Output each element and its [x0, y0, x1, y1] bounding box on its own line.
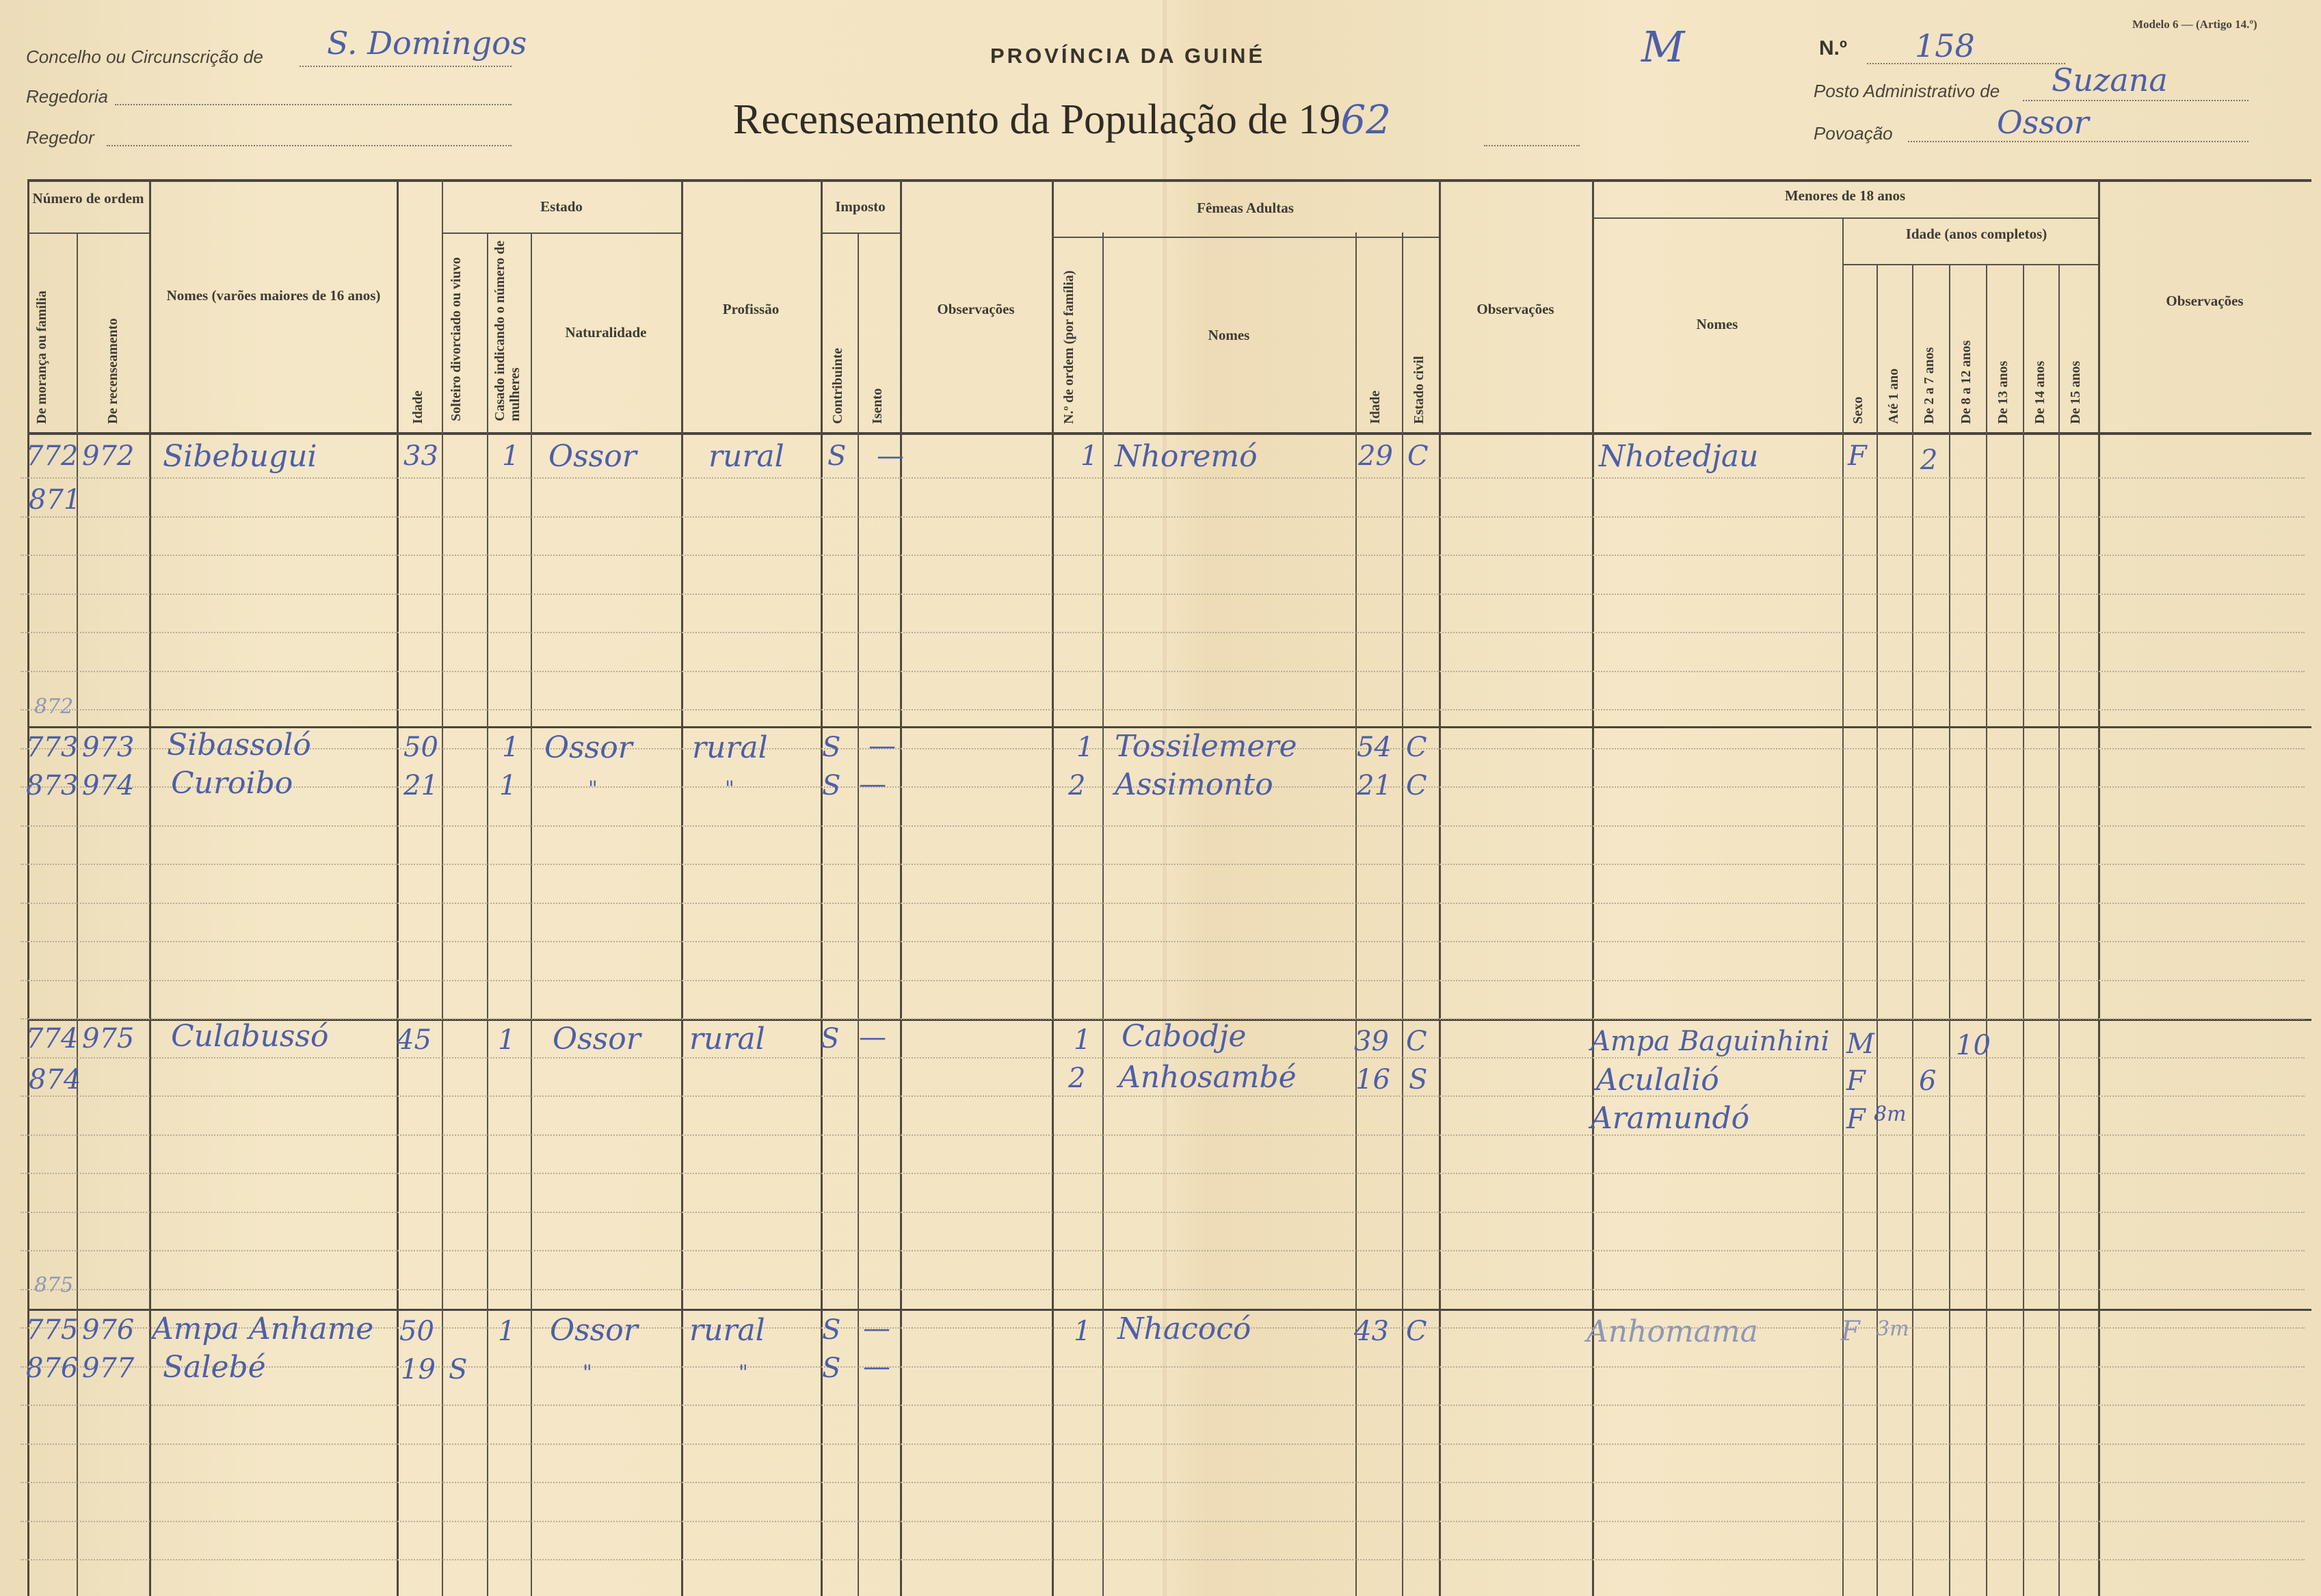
minor-sex: M: [1846, 1028, 1874, 1060]
female-order: 1: [1076, 732, 1094, 763]
concelho-value: S. Domingos: [327, 25, 527, 62]
hdr-ate-1: Até 1 ano: [1886, 368, 1901, 424]
povoacao-line: [1908, 141, 2249, 142]
census-year: 62: [1340, 96, 1392, 143]
row-rule: [21, 1173, 2305, 1174]
female-civil-status: C: [1406, 1316, 1427, 1347]
isento: —: [863, 1351, 890, 1383]
col-line: [397, 179, 399, 1596]
census-title: [733, 96, 1391, 144]
model-reference: Modelo 6 — (Artigo 14.º): [2132, 18, 2257, 31]
hdr-observacoes: Observações: [937, 301, 1015, 317]
female-civil-status: C: [1406, 770, 1427, 801]
birthplace: Ossor: [550, 1313, 638, 1348]
married-count: 1: [502, 732, 520, 763]
minor-age-ate-1: 3m: [1876, 1317, 1909, 1341]
hdr-de-8-12: De 8 a 12 anos: [1959, 340, 1974, 424]
row-rule: [21, 941, 2305, 942]
col-line: [2098, 179, 2100, 1596]
recens-number: 975: [82, 1023, 135, 1054]
col-line: [2058, 265, 2060, 1596]
col-line: [1052, 179, 1054, 1596]
hdr-numero-ordem: Número de ordem: [32, 190, 144, 207]
hdr-nomes-varoes: Nomes (varões maiores de 16 anos): [166, 287, 381, 304]
female-civil-status: C: [1406, 1026, 1427, 1057]
regedoria-line: [115, 104, 512, 105]
minor-name: Aculalió: [1596, 1063, 1719, 1098]
birthplace: Ossor: [548, 439, 637, 474]
col-line: [900, 179, 902, 1596]
minor-age-8-12: 10: [1956, 1030, 1991, 1061]
female-age: 21: [1357, 770, 1392, 801]
hdr-estado: Estado: [540, 198, 583, 215]
minor-name: Anhomama: [1587, 1314, 1758, 1349]
minor-name: Ampa Baguinhini: [1591, 1026, 1830, 1057]
hdr-observacoes-menores: Observações: [2166, 293, 2244, 309]
moranca-number: 773: [26, 732, 79, 763]
col-line: [1439, 179, 1441, 1596]
hdr-de-14: De 14 anos: [2032, 360, 2047, 424]
hdr-nomes-femeas: Nomes: [1208, 327, 1250, 343]
hdr-nomes-menores: Nomes: [1696, 316, 1738, 332]
regedor-label: Regedor: [26, 127, 94, 148]
col-line: [487, 232, 488, 1596]
moranca-number: 775: [26, 1314, 79, 1346]
province-title: PROVÍNCIA DA GUINÉ: [990, 44, 1266, 68]
hdr-de-15: De 15 anos: [2068, 360, 2083, 424]
female-order: 2: [1068, 770, 1086, 801]
hdr-sub-line: [1052, 237, 1439, 238]
row-rule: [21, 1250, 2305, 1251]
female-order: 1: [1074, 1316, 1091, 1347]
birthplace-ditto: ": [583, 1361, 592, 1385]
row-rule: [21, 980, 2305, 981]
single-status: S: [449, 1354, 468, 1385]
minor-sex: F: [1846, 1104, 1866, 1135]
contribuinte: S: [822, 770, 841, 801]
hdr-idade-femeas: Idade: [1368, 390, 1383, 424]
moranca-number: 774: [26, 1023, 79, 1054]
hdr-de-recenseamento: De recenseamento: [105, 318, 120, 424]
isento: —: [859, 1022, 886, 1053]
col-line: [531, 232, 532, 1596]
female-order: 2: [1068, 1063, 1086, 1094]
row-rule: [21, 1482, 2305, 1483]
row-rule: [21, 1366, 2305, 1368]
male-name: Sibebugui: [163, 439, 317, 474]
posto-line: [2023, 100, 2249, 101]
birthplace: Ossor: [553, 1022, 641, 1056]
profession: rural: [692, 730, 768, 765]
minor-age-2-7: 6: [1919, 1065, 1937, 1097]
table-top-border: [27, 179, 2311, 182]
col-line: [1592, 179, 1594, 1596]
posto-value: Suzana: [2052, 62, 2168, 98]
hdr-solteiro: Solteiro divorciado ou viuvo: [449, 257, 464, 421]
hdr-sub-line: [1842, 264, 2098, 265]
col-line: [1986, 265, 1987, 1596]
povoacao-label: Povoação: [1814, 123, 1893, 144]
birthplace-ditto: ": [588, 777, 598, 801]
married-count: 1: [502, 440, 520, 472]
hdr-de-moranca: De morança ou família: [34, 291, 49, 424]
group-separator-1: [27, 726, 2311, 728]
minor-sex: F: [1846, 1065, 1866, 1097]
group-separator-3: [27, 1309, 2311, 1311]
col-line: [1842, 217, 1844, 1596]
hdr-no-ordem-familia: N.º de ordem (por família): [1061, 270, 1076, 424]
hdr-de-13: De 13 anos: [1995, 360, 2011, 424]
row-rule: [21, 1521, 2305, 1522]
male-age: 45: [397, 1024, 432, 1056]
minor-sex: F: [1841, 1316, 1860, 1347]
hdr-idade: Idade: [410, 390, 425, 424]
hdr-isento: Isento: [870, 388, 885, 424]
hdr-imposto: Imposto: [835, 198, 886, 215]
female-age: 43: [1354, 1316, 1389, 1347]
male-age: 33: [403, 440, 438, 472]
col-line: [1355, 232, 1357, 1596]
recens-number: 976: [82, 1314, 135, 1346]
col-line: [442, 179, 443, 1596]
hdr-casado: Casado indicando o número de mulheres: [492, 240, 522, 421]
old-number: 872: [34, 695, 74, 719]
row-rule: [21, 1559, 2305, 1560]
male-age: 50: [399, 1316, 434, 1347]
male-name: Curoibo: [171, 766, 293, 801]
isento: —: [868, 730, 896, 762]
regedor-line: [107, 145, 512, 146]
hdr-femeas-adultas: Fêmeas Adultas: [1197, 200, 1294, 216]
minor-sex: F: [1848, 440, 1867, 472]
female-age: 54: [1357, 732, 1392, 763]
row-rule: [21, 1289, 2305, 1290]
old-number: 871: [29, 484, 81, 516]
row-rule: [21, 1444, 2305, 1445]
col-line: [77, 232, 78, 1596]
female-order: 1: [1074, 1024, 1091, 1056]
female-name: Nhoremó: [1115, 439, 1258, 474]
col-line: [858, 232, 859, 1596]
col-line: [2023, 265, 2024, 1596]
row-rule: [21, 516, 2305, 518]
contribuinte: S: [821, 1023, 840, 1054]
hdr-contribuinte: Contribuinte: [830, 347, 845, 424]
hdr-de-2-7: De 2 a 7 anos: [1922, 347, 1937, 424]
recens-number: 974: [82, 770, 135, 801]
col-line: [1102, 232, 1104, 1596]
row-rule: [21, 1405, 2305, 1406]
female-name: Nhacocó: [1117, 1312, 1251, 1346]
row-rule: [21, 555, 2305, 556]
married-count: 1: [498, 1024, 516, 1056]
profession: rural: [689, 1022, 765, 1056]
hdr-idade-anos: Idade (anos completos): [1905, 226, 2047, 242]
row-rule: [21, 825, 2305, 827]
male-name: Sibassoló: [167, 728, 311, 762]
male-age: 21: [403, 770, 438, 801]
row-rule: [21, 903, 2305, 904]
concelho-label: Concelho ou Circunscrição de: [26, 46, 263, 67]
male-age: 50: [403, 732, 438, 763]
minor-name: Nhotedjau: [1599, 439, 1759, 474]
povoacao-value: Ossor: [1997, 104, 2089, 141]
row-rule: [21, 671, 2305, 672]
male-age: 19: [401, 1354, 436, 1385]
female-age: 16: [1355, 1064, 1390, 1095]
moranca-number: 772: [26, 440, 79, 472]
isento: —: [877, 440, 904, 472]
col-line: [1876, 265, 1878, 1596]
col-line: [1402, 232, 1403, 1596]
married-count: 1: [498, 1316, 516, 1347]
row-rule: [21, 594, 2305, 595]
col-line: [149, 179, 151, 1596]
row-rule: [21, 1095, 2305, 1097]
moranca-number: 873: [26, 770, 79, 801]
moranca-number: 876: [26, 1353, 79, 1384]
number-label: N.º: [1819, 37, 1847, 59]
hdr-sub-line: [1592, 217, 2098, 219]
col-line: [1949, 265, 1950, 1596]
contribuinte: S: [827, 440, 847, 472]
isento: —: [859, 769, 886, 800]
recens-number: 977: [82, 1353, 135, 1384]
profession: rural: [708, 439, 784, 474]
female-civil-status: C: [1406, 732, 1427, 763]
female-name: Cabodje: [1122, 1019, 1247, 1054]
hdr-sexo: Sexo: [1851, 397, 1866, 424]
hdr-sub-line: [442, 232, 681, 234]
census-title-text: Recenseamento da População de 19: [733, 96, 1341, 143]
hdr-menores: Menores de 18 anos: [1784, 187, 1906, 204]
concelho-line: [300, 66, 512, 67]
profession: rural: [689, 1313, 765, 1348]
row-rule: [21, 864, 2305, 865]
regedoria-label: Regedoria: [26, 86, 108, 107]
hdr-profissao: Profissão: [722, 301, 780, 317]
hdr-sub-line: [821, 232, 900, 234]
row-rule: [21, 709, 2305, 710]
female-age: 29: [1358, 440, 1393, 472]
contribuinte: S: [822, 1353, 841, 1384]
female-name: Tossilemere: [1115, 729, 1297, 764]
initials-mark: M: [1641, 22, 1685, 72]
col-line: [681, 179, 683, 1596]
hdr-sub-line: [27, 232, 149, 234]
married-count: 1: [499, 770, 517, 801]
isento: —: [863, 1313, 890, 1344]
profession-ditto: ": [725, 777, 734, 801]
male-name: Culabussó: [171, 1019, 329, 1054]
male-name: Salebé: [163, 1350, 266, 1385]
female-order: 1: [1080, 440, 1098, 472]
minor-age-2-7: 2: [1920, 444, 1938, 476]
row-rule: [21, 1134, 2305, 1136]
row-rule: [21, 632, 2305, 633]
minor-age-ate-1: 8m: [1874, 1102, 1907, 1126]
birthplace: Ossor: [544, 730, 633, 765]
old-number: 875: [34, 1273, 74, 1297]
table-header-bottom-border: [27, 432, 2311, 435]
number-value: 158: [1915, 27, 1975, 64]
col-line: [1912, 265, 1913, 1596]
posto-label: Posto Administrativo de: [1814, 81, 2000, 101]
female-name: Assimonto: [1115, 767, 1273, 802]
female-civil-status: S: [1409, 1064, 1428, 1095]
female-civil-status: C: [1407, 440, 1429, 472]
recens-number: 973: [82, 732, 135, 763]
contribuinte: S: [822, 1314, 841, 1346]
hdr-estado-civil: Estado civil: [1411, 356, 1427, 424]
minor-name: Aramundó: [1591, 1101, 1750, 1136]
old-number: 874: [29, 1064, 81, 1095]
female-age: 39: [1354, 1026, 1389, 1057]
hdr-observacoes-femeas: Observações: [1476, 301, 1554, 317]
row-rule: [21, 477, 2305, 479]
year-line: [1484, 145, 1580, 146]
male-name: Ampa Anhame: [152, 1312, 374, 1346]
female-name: Anhosambé: [1119, 1060, 1297, 1095]
hdr-naturalidade: Naturalidade: [565, 324, 647, 341]
profession-ditto: ": [739, 1361, 748, 1385]
row-rule: [21, 1212, 2305, 1213]
contribuinte: S: [822, 732, 841, 763]
recens-number: 972: [82, 440, 135, 472]
